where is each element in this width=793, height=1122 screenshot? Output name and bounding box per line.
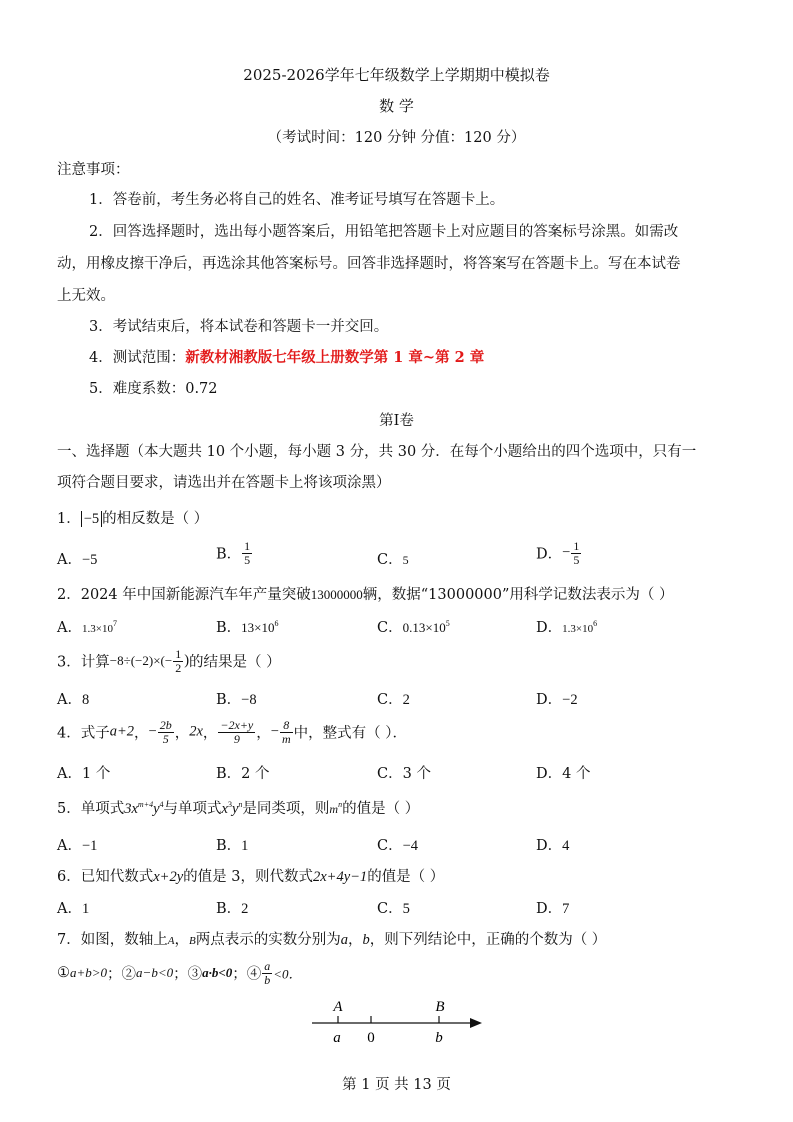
label-value-a: a	[333, 1030, 341, 1046]
label-point-A: A	[333, 999, 343, 1015]
q4-option-a: A．1 个	[57, 766, 111, 782]
q5-option-b: B．1	[216, 838, 249, 854]
q1-option-d: D．− $\frac{1}{5}$	[536, 539, 580, 567]
section-instruction-line-1: 一、选择题（本大题共 10 个小题，每小题 3 分，共 30 分．在每个小题给出的四个选项中，只有一	[57, 444, 697, 460]
q6-option-d: D．7	[536, 901, 570, 917]
q1-option-c: C．5	[377, 552, 409, 568]
section-instruction-line-2: 项符合题目要求，请选出并在答题卡上将该项涂黑）	[57, 475, 391, 491]
q4-option-b: B．2 个	[216, 766, 270, 782]
question-3: 3．计算−8÷(−2)×(− $\frac{1}{2}$ )的结果是（ ）	[57, 647, 281, 675]
question-4: 4．式子a+2，− $\frac{2b}{5}$ ，2x， $\frac{-2x+y}{9}$ ，− $\frac{8}{m}$ 中，整式有（ ）．	[57, 718, 407, 746]
q6-option-b: B．2	[216, 901, 249, 917]
q5-option-d: D．4	[536, 838, 570, 854]
notice-item-4	[89, 346, 484, 367]
q4-option-d: D．4 个	[536, 766, 591, 782]
test-range: 新教材湘教版七年级上册数学第 1 章~第 2 章	[185, 349, 485, 366]
q6-option-c: C．5	[377, 901, 410, 917]
volume-title: 第Ⅰ卷	[379, 413, 414, 429]
q5-option-c: C．−4	[377, 838, 419, 854]
question-2: 2．2024 年中国新能源汽车年产量突破13000000辆，数据“13000000”用科学记数法表示为（ ）	[57, 587, 674, 603]
notice-item-3: 3．考试结束后，将本试卷和答题卡一并交回。	[89, 319, 389, 335]
page-footer: 第 1 页 共 13 页	[342, 1077, 451, 1093]
absolute-value: −5	[81, 511, 102, 527]
notice-item-1: 1．答卷前，考生务必将自己的姓名、准考证号填写在答题卡上。	[89, 192, 505, 208]
question-5: 5．单项式$3x^{m+4}y^4$与单项式$x^3y^n$是同类项，则$m^n$的值是（ ）	[57, 800, 420, 817]
question-6: 6．已知代数式x+2y的值是 3，则代数式2x+4y−1的值是（ ）	[57, 869, 445, 885]
q1-option-b: B． $\frac{1}{5}$	[216, 539, 251, 567]
q3-option-c: C．2	[377, 692, 410, 708]
q4-option-c: C．3 个	[377, 766, 431, 782]
q5-option-a: A．−1	[57, 838, 98, 854]
q3-option-a: A．8	[57, 692, 90, 708]
notice-item-2-line-3: 上无效。	[57, 288, 115, 304]
exam-info: （考试时间：120 分钟 分值：120 分）	[267, 130, 526, 146]
question-text: 的相反数是（ ）	[102, 511, 209, 527]
q2-option-a: A．$1.3\times 10^7$	[57, 619, 117, 636]
question-7-conclusions: ①a+b>0；②a−b<0；③a·b<0；④ $\frac{a}{b}$ <0．	[57, 959, 302, 987]
q3-option-d: D．−2	[536, 692, 578, 708]
question-7: 7．如图，数轴上A，B两点表示的实数分别为a，b，则下列结论中，正确的个数为（ ）	[57, 932, 607, 948]
q6-option-a: A．1	[57, 901, 90, 917]
q2-option-c: C．$0.13\times 10^5$	[377, 619, 450, 636]
page-title: 2025-2026学年七年级数学上学期期中模拟卷	[243, 66, 550, 84]
label-value-b: b	[435, 1030, 443, 1046]
question-1	[57, 507, 208, 528]
notice-item-5: 5．难度系数：0.72	[89, 381, 218, 397]
q2-option-b: B．$13\times 10^6$	[216, 619, 279, 636]
notice-heading: 注意事项：	[57, 162, 130, 178]
number-line-figure	[300, 995, 495, 1050]
q1-option-a: A．−5	[57, 552, 98, 568]
question-number: 1．	[57, 511, 81, 527]
notice-item-4-prefix: 4．测试范围：	[89, 350, 186, 366]
label-zero: 0	[367, 1030, 375, 1046]
q2-option-d: D．$1.3\times 10^6$	[536, 619, 598, 636]
notice-item-2-line-2: 动，用橡皮擦干净后，再选涂其他答案标号。回答非选择题时，将答案写在答题卡上。写在本试卷	[57, 256, 681, 272]
subject-title: 数 学	[379, 97, 414, 115]
notice-item-2-line-1: 2．回答选择题时，选出每小题答案后，用铅笔把答题卡上对应题目的答案标号涂黑。如需改	[89, 224, 679, 240]
number-line-arrow-icon	[470, 1018, 482, 1028]
label-point-B: B	[435, 999, 445, 1015]
q3-option-b: B．−8	[216, 692, 257, 708]
